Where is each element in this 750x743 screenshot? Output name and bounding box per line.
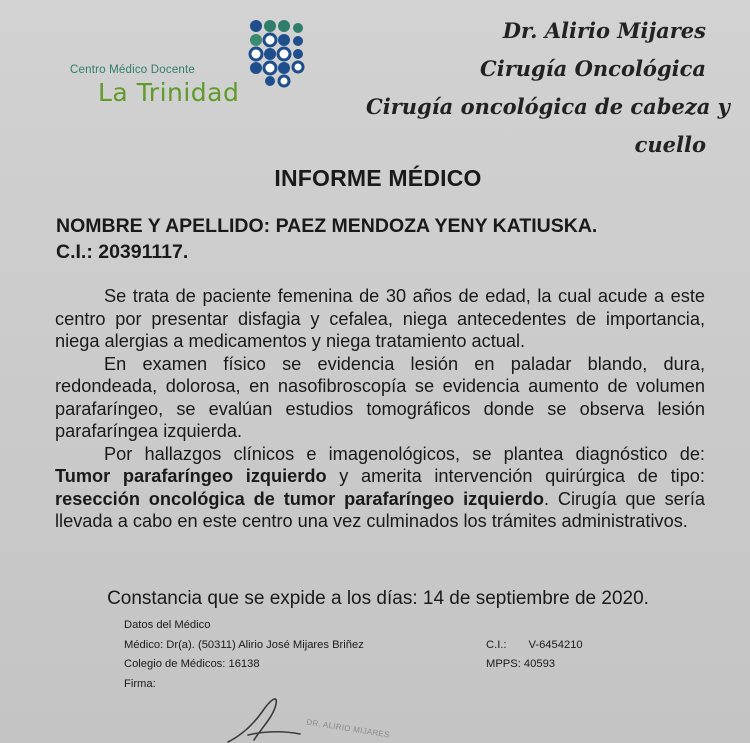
doctor-data-block <box>124 616 644 694</box>
doctor-header <box>366 12 730 164</box>
doctor-data-heading: Datos del Médico <box>124 619 211 631</box>
signature-image <box>200 690 380 743</box>
logo-name: La Trinidad <box>98 78 240 107</box>
procedure-bold: resección oncológica de tumor parafaríngeo izquierdo <box>55 488 544 509</box>
paragraph-exam: En examen físico se evidencia lesión en paladar blando, dura, redondeada, dolorosa, en nasofibroscopía se evidencia aumento de volumen parafaríngeo, se evalúan estudios tomográficos donde se observa lesión parafaríngea izquierda. <box>55 353 705 441</box>
doctor-data-colegio: Colegio de Médicos: 16138 <box>124 658 260 670</box>
patient-info <box>56 213 597 265</box>
doctor-subspecialty-line2: cuello <box>634 132 706 157</box>
logo-mark-icon <box>244 18 308 88</box>
procedure-note: . Cirugía que sería llevada a cabo en este centro una vez culminados los trámites administrativos. <box>55 488 706 531</box>
diagnosis-intro: Por hallazgos clínicos e imagenológicos, se plantea diagnóstico de: <box>104 443 705 464</box>
doctor-ci-label: C.I.: <box>486 638 507 651</box>
patient-name: NOMBRE Y APELLIDO: PAEZ MENDOZA YENY KATIUSKA. <box>56 215 598 237</box>
logo-subtitle: Centro Médico Docente <box>70 64 196 76</box>
constancia-line: Constancia que se expide a los días: 14 de septiembre de 2020. <box>107 588 649 609</box>
doctor-subspecialty-line1: Cirugía oncológica de cabeza y <box>366 94 730 119</box>
report-body <box>55 285 705 533</box>
doctor-specialty: Cirugía Oncológica <box>480 56 706 81</box>
doctor-ci-value: V-6454210 <box>528 638 583 651</box>
document-title: INFORME MÉDICO <box>274 165 482 191</box>
clinic-logo <box>62 18 322 113</box>
patient-ci: C.I.: 20391117. <box>56 241 189 263</box>
paragraph-diagnosis <box>55 443 705 533</box>
doctor-data-medico: Médico: Dr(a). (50311) Alirio José Mijares Briñez <box>124 638 364 651</box>
doctor-data-firma: Firma: <box>124 677 156 690</box>
doctor-name: Dr. Alirio Mijares <box>502 18 706 43</box>
procedure-intro: y amerita intervención quirúrgica de tipo: <box>326 466 705 486</box>
paragraph-history: Se trata de paciente femenina de 30 años de edad, la cual acude a este centro por presentar disfagia y cefalea, niega antecedentes de importancia, niega alergias a medicamentos y niega tratamiento actual. <box>55 286 705 351</box>
stamp-text: DR. ALIRIO MIJARES <box>305 717 391 740</box>
doctor-data-mpps: MPPS: 40593 <box>486 658 556 670</box>
diagnosis-bold: Tumor parafaríngeo izquierdo <box>55 466 327 486</box>
